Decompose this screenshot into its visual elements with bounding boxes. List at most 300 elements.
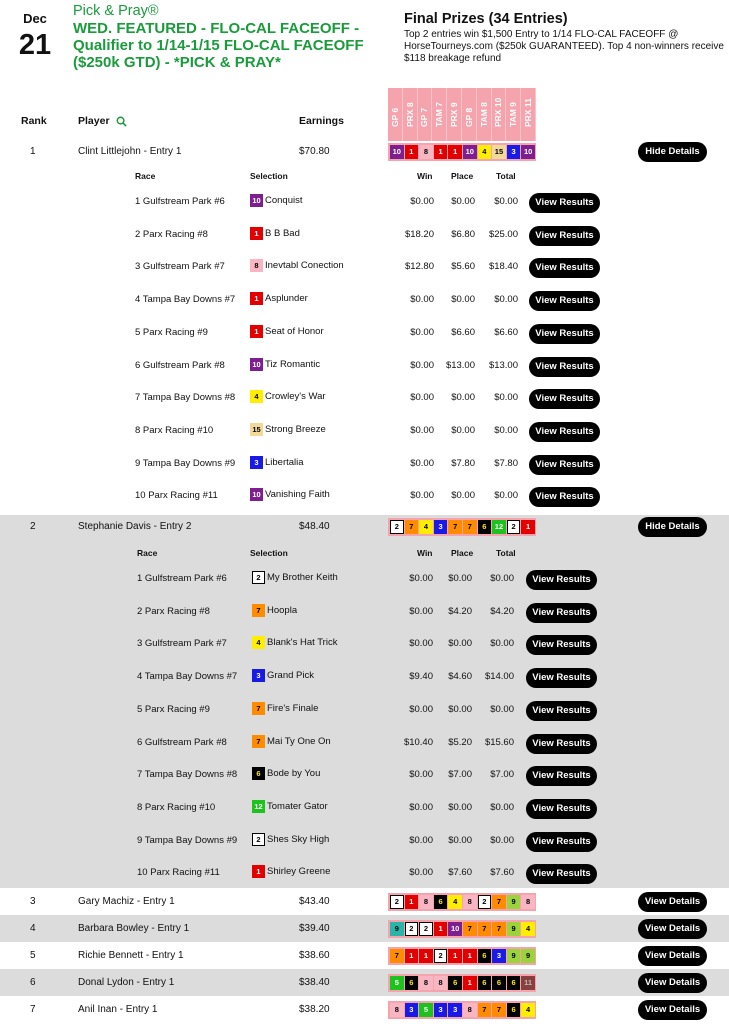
view-details-button[interactable]: View Details	[638, 892, 707, 912]
horse-name: B B Bad	[265, 227, 300, 239]
place-amount: $0.00	[451, 392, 475, 404]
track-header-cell	[432, 88, 447, 141]
entry-player-name: Richie Bennett - Entry 1	[78, 950, 184, 961]
horse-number-badge: 7	[492, 922, 506, 936]
total-amount: $0.00	[490, 638, 514, 650]
horse-number-badge: 7	[252, 735, 265, 748]
total-amount: $0.00	[494, 294, 518, 306]
horse-number-badge: 3	[434, 1003, 448, 1017]
race-row	[0, 291, 729, 311]
race-row	[0, 603, 729, 623]
details-header-place: Place	[451, 548, 474, 558]
horse-number-badge: 15	[492, 145, 506, 159]
entry-picks	[388, 974, 536, 992]
track-header-cell	[388, 88, 403, 141]
race-name: 1 Gulfstream Park #6	[135, 196, 225, 207]
entry-rank: 6	[30, 977, 36, 988]
selection-cell	[252, 604, 297, 617]
view-results-button[interactable]: View Results	[526, 701, 597, 721]
horse-number-badge: 2	[478, 895, 492, 909]
race-row	[0, 324, 729, 344]
win-amount: $0.00	[409, 703, 433, 715]
total-amount: $25.00	[488, 228, 518, 240]
horse-number-badge: 3	[252, 669, 265, 682]
horse-number-badge: 9	[507, 922, 521, 936]
total-amount: $18.40	[488, 261, 518, 273]
horse-name: Bode by You	[267, 768, 321, 780]
horse-name: Fire's Finale	[267, 702, 319, 714]
details-header-selection: Selection	[250, 171, 288, 181]
contest-name: WED. FEATURED - FLO-CAL FACEOFF - Qualifier to 1/14-1/15 FLO-CAL FACEOFF ($250k GTD) - *PICK & PRAY*	[73, 20, 364, 71]
horse-name: Grand Pick	[267, 670, 314, 682]
horse-number-badge: 1	[250, 227, 263, 240]
horse-number-badge: 1	[250, 292, 263, 305]
total-amount: $0.00	[490, 703, 514, 715]
entry-rank: 2	[30, 521, 36, 532]
horse-number-badge: 10	[250, 358, 263, 371]
horse-number-badge: 1	[521, 520, 535, 534]
track-header-cell	[521, 88, 536, 141]
table-row	[0, 515, 729, 539]
horse-number-badge: 7	[390, 949, 404, 963]
race-row	[0, 701, 729, 721]
selection-cell	[252, 669, 314, 682]
race-name: 5 Parx Racing #9	[137, 703, 210, 715]
track-header-label: PRX 9	[449, 102, 460, 127]
race-name: 10 Parx Racing #11	[137, 867, 220, 879]
total-amount: $6.60	[494, 326, 518, 338]
race-name: 4 Tampa Bay Downs #7	[137, 671, 238, 683]
win-amount: $9.40	[409, 671, 433, 683]
horse-number-badge: 2	[405, 922, 419, 936]
race-name: 1 Gulfstream Park #6	[137, 573, 227, 584]
prizes-description: Top 2 entries win $1,500 Entry to 1/14 FLO-CAL FACEOFF @ HorseTourneys.com ($250k GUARANTEED). Top 4 non-winners receive $118 breakage refund	[404, 29, 724, 64]
horse-number-badge: 2	[252, 571, 265, 584]
horse-number-badge: 6	[478, 520, 492, 534]
track-header-label: GP 7	[419, 107, 430, 127]
win-amount: $0.00	[410, 326, 434, 338]
win-amount: $0.00	[409, 573, 433, 584]
horse-number-badge: 7	[492, 1003, 506, 1017]
win-amount: $0.00	[410, 359, 434, 371]
race-name: 10 Parx Racing #11	[135, 490, 218, 502]
view-results-button[interactable]: View Results	[526, 603, 597, 623]
total-amount: $0.00	[494, 424, 518, 436]
entry-rank: 4	[30, 923, 36, 934]
view-results-button[interactable]: View Results	[529, 422, 600, 442]
view-details-button[interactable]: View Details	[638, 1000, 707, 1020]
entry-earnings: $39.40	[299, 923, 330, 934]
horse-number-badge: 8	[390, 1003, 404, 1017]
horse-name: Blank's Hat Trick	[267, 637, 338, 649]
horse-number-badge: 2	[507, 520, 521, 534]
race-row	[0, 193, 729, 213]
entry-player-name: Clint Littlejohn - Entry 1	[78, 146, 182, 157]
details-header-selection: Selection	[250, 548, 288, 558]
entry-details-panel	[0, 539, 729, 888]
horse-name: Conquist	[265, 195, 303, 206]
win-amount: $0.00	[409, 834, 433, 846]
horse-number-badge: 3	[250, 456, 263, 469]
entry-rank: 3	[30, 896, 36, 907]
total-amount: $0.00	[490, 801, 514, 813]
win-amount: $0.00	[410, 490, 434, 502]
entry-details-panel	[0, 162, 729, 510]
place-amount: $7.00	[448, 769, 472, 781]
horse-number-badge: 4	[478, 145, 492, 159]
entry-player-name: Anil Inan - Entry 1	[78, 1004, 158, 1015]
horse-number-badge: 7	[492, 895, 506, 909]
date-month: Dec	[23, 11, 47, 26]
total-amount: $0.00	[494, 392, 518, 404]
player-column-header: Player	[78, 115, 110, 127]
horse-number-badge: 6	[405, 976, 419, 990]
horse-number-badge: 10	[390, 145, 404, 159]
view-results-button[interactable]: View Results	[526, 766, 597, 786]
total-amount: $14.00	[484, 671, 514, 683]
place-amount: $4.60	[448, 671, 472, 683]
horse-name: Mai Ty One On	[267, 735, 331, 747]
place-amount: $0.00	[448, 834, 472, 846]
race-name: 9 Tampa Bay Downs #9	[137, 834, 238, 846]
event-date	[14, 11, 56, 60]
horse-number-badge: 8	[434, 976, 448, 990]
selection-cell	[250, 358, 320, 371]
horse-number-badge: 3	[448, 1003, 462, 1017]
race-name: 2 Parx Racing #8	[135, 228, 208, 240]
view-details-button[interactable]: View Details	[638, 973, 707, 993]
horse-name: Asplunder	[265, 293, 308, 305]
horse-number-badge: 2	[390, 520, 404, 534]
total-amount: $0.00	[490, 573, 514, 584]
selection-cell	[252, 767, 320, 780]
entry-rank: 7	[30, 1004, 36, 1015]
view-results-button[interactable]: View Results	[526, 864, 597, 884]
race-name: 7 Tampa Bay Downs #8	[135, 392, 236, 404]
entry-picks	[388, 143, 536, 161]
selection-cell	[250, 456, 304, 469]
race-row	[0, 570, 729, 590]
table-row	[0, 996, 729, 1023]
race-row	[0, 455, 729, 475]
win-amount: $0.00	[410, 196, 434, 207]
horse-number-badge: 7	[252, 702, 265, 715]
horse-number-badge: 8	[419, 145, 433, 159]
track-header-label: TAM 7	[434, 102, 445, 127]
view-results-button[interactable]: View Results	[526, 668, 597, 688]
view-results-button[interactable]: View Results	[526, 635, 597, 655]
selection-cell	[250, 390, 326, 403]
view-results-button[interactable]: View Results	[526, 832, 597, 852]
horse-number-badge: 4	[419, 520, 433, 534]
view-results-button[interactable]: View Results	[529, 324, 600, 344]
prizes-title: Final Prizes (34 Entries)	[404, 11, 568, 27]
place-amount: $0.00	[451, 490, 475, 502]
place-amount: $7.80	[451, 457, 475, 469]
entry-earnings: $48.40	[299, 521, 330, 532]
total-amount: $13.00	[488, 359, 518, 371]
view-results-button[interactable]: View Results	[526, 799, 597, 819]
place-amount: $0.00	[451, 424, 475, 436]
selection-cell	[250, 292, 308, 305]
place-amount: $0.00	[448, 801, 472, 813]
date-day: 21	[18, 29, 52, 61]
race-name: 3 Gulfstream Park #7	[137, 638, 227, 650]
view-details-button[interactable]: View Details	[638, 946, 707, 966]
horse-number-badge: 12	[492, 520, 506, 534]
entry-rank: 1	[30, 146, 36, 157]
search-icon[interactable]	[116, 116, 127, 127]
win-amount: $0.00	[409, 801, 433, 813]
view-results-button[interactable]: View Results	[529, 258, 600, 278]
details-header-win: Win	[417, 171, 433, 181]
selection-cell	[252, 800, 328, 813]
horse-number-badge: 9	[390, 922, 404, 936]
view-details-button[interactable]: View Details	[638, 919, 707, 939]
place-amount: $5.20	[448, 736, 472, 748]
entry-player-name: Stephanie Davis - Entry 2	[78, 521, 192, 532]
horse-number-badge: 2	[419, 922, 433, 936]
table-row	[0, 969, 729, 996]
horse-name: Vanishing Faith	[265, 489, 330, 501]
track-header-label: PRX 10	[493, 97, 504, 127]
race-row	[0, 799, 729, 819]
horse-number-badge: 9	[507, 949, 521, 963]
place-amount: $0.00	[448, 638, 472, 650]
track-header-cell	[447, 88, 462, 141]
horse-name: My Brother Keith	[267, 572, 338, 583]
horse-number-badge: 9	[521, 949, 535, 963]
horse-number-badge: 2	[434, 949, 448, 963]
horse-number-badge: 5	[390, 976, 404, 990]
horse-number-badge: 1	[419, 949, 433, 963]
selection-cell	[250, 194, 303, 207]
race-row	[0, 864, 729, 884]
win-amount: $0.00	[409, 769, 433, 781]
horse-number-badge: 10	[250, 194, 263, 207]
view-results-button[interactable]: View Results	[529, 487, 600, 507]
entry-earnings: $70.80	[299, 146, 330, 157]
view-results-button[interactable]: View Results	[529, 357, 600, 377]
selection-cell	[250, 259, 344, 272]
horse-number-badge: 1	[434, 145, 448, 159]
entry-earnings: $38.40	[299, 977, 330, 988]
track-header-label: GP 6	[389, 107, 400, 127]
place-amount: $7.60	[448, 867, 472, 879]
horse-number-badge: 8	[250, 259, 263, 272]
view-results-button[interactable]: View Results	[526, 570, 597, 590]
track-header-label: GP 8	[463, 107, 474, 127]
horse-number-badge: 4	[521, 1003, 535, 1017]
place-amount: $6.60	[451, 326, 475, 338]
horse-number-badge: 6	[434, 895, 448, 909]
horse-number-badge: 7	[463, 520, 477, 534]
details-header-race: Race	[137, 548, 158, 558]
entry-player-name: Gary Machiz - Entry 1	[78, 896, 175, 907]
horse-number-badge: 1	[463, 976, 477, 990]
horse-number-badge: 1	[250, 325, 263, 338]
track-header-label: PRX 8	[404, 102, 415, 127]
win-amount: $0.00	[409, 867, 433, 879]
place-amount: $0.00	[451, 294, 475, 306]
selection-cell	[252, 865, 330, 878]
horse-number-badge: 3	[507, 145, 521, 159]
horse-number-badge: 1	[405, 895, 419, 909]
horse-number-badge: 10	[250, 488, 263, 501]
entry-player-name: Barbara Bowley - Entry 1	[78, 923, 190, 934]
selection-cell	[250, 423, 326, 436]
race-name: 8 Parx Racing #10	[137, 801, 216, 813]
race-row	[0, 734, 729, 754]
horse-number-badge: 6	[478, 949, 492, 963]
horse-number-badge: 4	[521, 922, 535, 936]
win-amount: $12.80	[404, 261, 434, 273]
track-header	[388, 88, 536, 141]
entry-earnings: $38.60	[299, 950, 330, 961]
horse-number-badge: 15	[250, 423, 263, 436]
hide-details-button[interactable]: Hide Details	[638, 517, 707, 537]
horse-number-badge: 6	[492, 976, 506, 990]
total-amount: $0.00	[490, 834, 514, 846]
race-row	[0, 766, 729, 786]
total-amount: $7.60	[490, 867, 514, 879]
horse-number-badge: 2	[252, 833, 265, 846]
horse-name: Seat of Honor	[265, 325, 324, 337]
track-header-cell	[492, 88, 507, 141]
win-amount: $18.20	[404, 228, 434, 240]
rank-column-header: Rank	[21, 115, 47, 127]
selection-cell	[252, 702, 318, 715]
horse-number-badge: 3	[434, 520, 448, 534]
view-results-button[interactable]: View Results	[529, 389, 600, 409]
total-amount: $15.60	[484, 736, 514, 748]
horse-number-badge: 12	[252, 800, 265, 813]
horse-number-badge: 6	[252, 767, 265, 780]
selection-cell	[252, 571, 338, 584]
race-name: 4 Tampa Bay Downs #7	[135, 294, 236, 306]
horse-number-badge: 1	[463, 949, 477, 963]
track-header-cell	[477, 88, 492, 141]
details-header-race: Race	[135, 171, 156, 181]
entry-picks	[388, 920, 536, 938]
horse-name: Inevtabl Conection	[265, 260, 344, 272]
horse-number-badge: 1	[405, 145, 419, 159]
horse-number-badge: 7	[463, 922, 477, 936]
track-header-label: TAM 8	[478, 102, 489, 127]
track-header-cell	[403, 88, 418, 141]
contest-brand: Pick & Pray®	[73, 3, 159, 19]
total-amount: $0.00	[494, 490, 518, 502]
race-row	[0, 422, 729, 442]
table-row	[0, 915, 729, 942]
race-name: 6 Gulfstream Park #8	[137, 736, 227, 748]
horse-number-badge: 10	[463, 145, 477, 159]
table-row	[0, 141, 729, 162]
race-row	[0, 226, 729, 246]
horse-number-badge: 1	[448, 949, 462, 963]
horse-number-badge: 4	[252, 636, 265, 649]
horse-name: Shirley Greene	[267, 866, 331, 878]
selection-cell	[252, 636, 337, 649]
win-amount: $10.40	[403, 736, 433, 748]
hide-details-button[interactable]: Hide Details	[638, 142, 707, 162]
place-amount: $0.00	[451, 196, 475, 207]
track-header-label: PRX 11	[523, 98, 534, 127]
horse-name: Hoopla	[267, 604, 298, 616]
view-results-button[interactable]: View Results	[526, 734, 597, 754]
horse-number-badge: 8	[419, 976, 433, 990]
selection-cell	[250, 227, 300, 240]
view-results-button[interactable]: View Results	[529, 226, 600, 246]
horse-name: Shes Sky High	[267, 833, 330, 845]
horse-number-badge: 9	[507, 895, 521, 909]
horse-name: Crowley's War	[265, 391, 326, 403]
horse-number-badge: 10	[521, 145, 535, 159]
place-amount: $5.60	[451, 261, 475, 273]
race-row	[0, 832, 729, 852]
horse-name: Libertalia	[265, 456, 304, 468]
entry-earnings: $43.40	[299, 896, 330, 907]
win-amount: $0.00	[410, 294, 434, 306]
details-header-total: Total	[496, 548, 516, 558]
race-name: 3 Gulfstream Park #7	[135, 261, 225, 273]
race-row	[0, 357, 729, 377]
horse-number-badge: 6	[507, 976, 521, 990]
race-row	[0, 258, 729, 278]
horse-number-badge: 4	[250, 390, 263, 403]
table-row	[0, 888, 729, 915]
horse-name: Tomater Gator	[267, 800, 328, 812]
horse-name: Tiz Romantic	[265, 358, 321, 370]
horse-number-badge: 1	[405, 949, 419, 963]
horse-number-badge: 7	[448, 520, 462, 534]
prizes-panel	[404, 11, 724, 65]
view-results-button[interactable]: View Results	[529, 455, 600, 475]
total-amount: $0.00	[494, 196, 518, 207]
track-header-cell	[506, 88, 521, 141]
horse-number-badge: 6	[448, 976, 462, 990]
horse-number-badge: 1	[448, 145, 462, 159]
view-results-button[interactable]: View Results	[529, 193, 600, 213]
total-amount: $7.80	[494, 457, 518, 469]
entry-player-name: Donal Lydon - Entry 1	[78, 977, 175, 988]
place-amount: $0.00	[448, 703, 472, 715]
horse-number-badge: 3	[405, 1003, 419, 1017]
horse-number-badge: 7	[478, 922, 492, 936]
race-name: 6 Gulfstream Park #8	[135, 359, 225, 371]
earnings-column-header: Earnings	[299, 115, 344, 127]
view-results-button[interactable]: View Results	[529, 291, 600, 311]
table-row	[0, 942, 729, 969]
entry-picks	[388, 518, 536, 536]
track-header-cell	[418, 88, 433, 141]
entry-earnings: $38.20	[299, 1004, 330, 1015]
horse-number-badge: 8	[521, 895, 535, 909]
horse-number-badge: 7	[252, 604, 265, 617]
entry-rank: 5	[30, 950, 36, 961]
horse-number-badge: 6	[478, 976, 492, 990]
total-amount: $7.00	[490, 769, 514, 781]
horse-number-badge: 8	[463, 895, 477, 909]
race-row	[0, 389, 729, 409]
place-amount: $0.00	[448, 573, 472, 584]
place-amount: $13.00	[445, 359, 475, 371]
horse-number-badge: 8	[463, 1003, 477, 1017]
horse-number-badge: 5	[419, 1003, 433, 1017]
race-row	[0, 635, 729, 655]
race-name: 9 Tampa Bay Downs #9	[135, 457, 236, 469]
race-name: 7 Tampa Bay Downs #8	[137, 769, 238, 781]
